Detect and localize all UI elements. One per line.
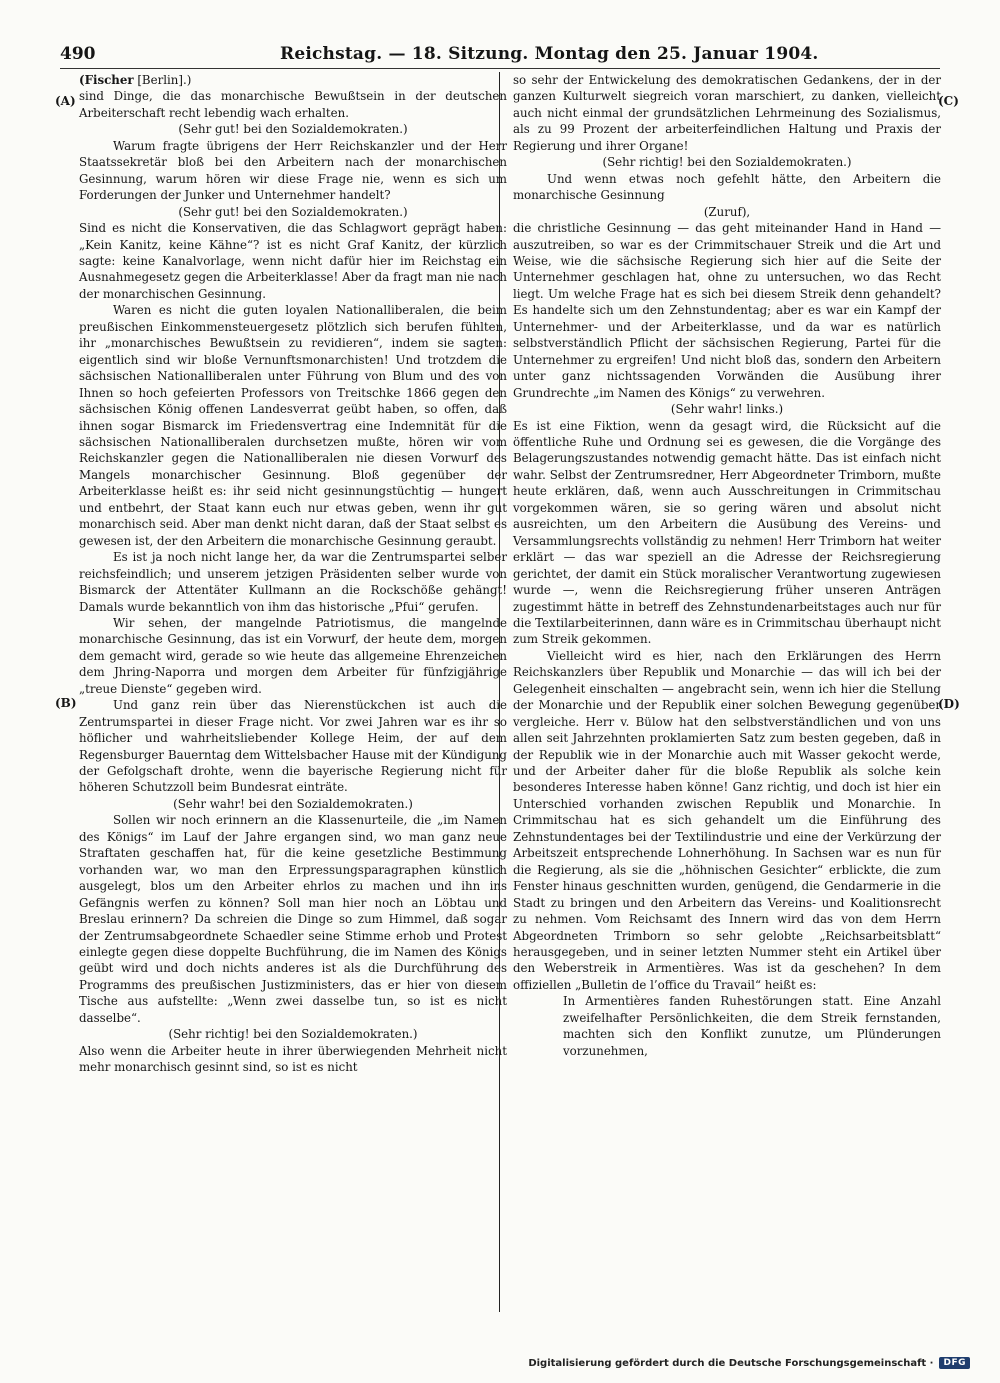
margin-marker-c: (C) — [938, 94, 959, 108]
paragraph: die christliche Gesinnung — das geht miteinander Hand in Hand — auszutreiben, so war es der Crimmitschauer Streik und die Art und Weise, wie die sächsische Regierung sich hier auf die Seite der Unternehmer geschlagen hat, ohne zu untersuchen, wo das Recht liegt. Um welche Frage hat es sich bei diesem Streik denn gehandelt? Es handelte sich um den Zehnstundentag; aber es war ein Kampf der Unternehmer- und der Arbeiterklasse, und da war es natürlich selbstverständlich Pflicht der sächsischen Regierung, Partei für die Unternehmer zu ergreifen! Und nicht bloß das, sondern den Arbeitern unter ganz nichtssagenden Vorwänden die Ausübung ihrer Grundrechte „im Namen des Königs“ zu verwehren. — [513, 221, 941, 400]
interjection: (Sehr richtig! bei den Sozialdemokraten.) — [168, 1027, 418, 1042]
footer-text: Digitalisierung gefördert durch die Deutsche Forschungsgemeinschaft · — [528, 1357, 934, 1369]
paragraph: so sehr der Entwickelung des demokratischen Gedankens, der in der ganzen Kulturwelt siegreich voran marschiert, zu danken, vielleicht auch nicht einmal der grundsätzlichen Lehrmeinung des Sozialismus, als zu 99 Prozent der arbeiterfeindlichen Haltung und Praxis der Regierung und ihrer Organe! — [513, 73, 941, 153]
interjection: (Sehr gut! bei den Sozialdemokraten.) — [178, 122, 408, 137]
margin-marker-d: (D) — [938, 697, 960, 711]
speaker-place: [Berlin].) — [137, 73, 192, 87]
column-divider — [499, 72, 500, 1312]
dfg-logo-icon: DFG — [939, 1357, 970, 1369]
paragraph: Es ist ja noch nicht lange her, da war die Zentrumspartei selber reichsfeindlich; und unserem jetzigen Präsidenten selber wurde von Bismarck der Attentäter Kullmann an die Rockschöße gehängt! Damals wurde bekanntlich von ihm das historische „Pfui“ gerufen. — [79, 550, 507, 614]
interjection: (Sehr gut! bei den Sozialdemokraten.) — [178, 204, 408, 219]
page-header — [60, 44, 940, 68]
header-rule — [60, 68, 940, 69]
paragraph: sind Dinge, die das monarchische Bewußtsein in der deutschen Arbeiterschaft recht lebendig wach erhalten. — [79, 89, 507, 120]
paragraph: Also wenn die Arbeiter heute in ihrer überwiegenden Mehrheit nicht mehr monarchisch gesinnt sind, so ist es nicht — [79, 1043, 507, 1075]
right-column — [513, 72, 941, 1059]
speaker-name: (Fischer — [79, 73, 134, 87]
speaker-line — [79, 72, 507, 88]
block-quote: In Armentières fanden Ruhestörungen statt. Eine Anzahl zweifelhafter Persönlichkeiten, die dem Streik fernstanden, machten sich den Konflikt zunutze, um Plünderungen vorzunehmen, — [563, 994, 941, 1058]
left-column — [79, 72, 507, 1076]
page-title: Reichstag. — 18. Sitzung. Montag den 25. Januar 1904. — [280, 44, 819, 64]
paragraph: Warum fragte übrigens der Herr Reichskanzler und der Herr Staatssekretär bloß bei den Arbeitern nach der monarchischen Gesinnung, warum hören wir diese Frage nie, wenn es sich um Forderungen der Junker und Unternehmer handelt? — [79, 138, 507, 203]
paragraph: Und wenn etwas noch gefehlt hätte, den Arbeitern die monarchische Gesinnung — [513, 171, 941, 203]
footer-credit — [528, 1353, 970, 1373]
paragraph: Sollen wir noch erinnern an die Klassenurteile, die „im Namen des Königs“ im Lauf der Jahre ergangen sind, wo man ganz neue Straftaten geschaffen hat, für die keine gesetzliche Bestimmung vorhanden war, wo man den Erpressungsparagraphen künstlich ausgelegt, blos um den Arbeiter ehrlos zu machen und ihn ins Gefängnis werfen zu können? Soll man hier noch an Löbtau und Breslau erinnern? Da schreien die Dinge so zum Himmel, daß sogar der Zentrumsabgeordnete Schaedler seine Stimme erhob und Protest einlegte gegen diese doppelte Buchführung, die im Namen des Königs geübt wird und doch nichts anderes ist als die Durchführung des Programms des preußischen Justizministers, das er hier von diesem Tische aus aufstellte: „Wenn zwei dasselbe tun, so ist es nicht dasselbe“. — [79, 813, 507, 1025]
paragraph: Wir sehen, der mangelnde Patriotismus, die mangelnde monarchische Gesinnung, das ist ein Vorwurf, der heute dem, morgen dem gemacht wird, gerade so wie heute das allgemeine Ehrenzeichen dem Jhring-Naporra und morgen dem Arbeiter für fünfzigjährige „treue Dienste“ gegeben wird. — [79, 615, 507, 696]
interjection: (Sehr wahr! links.) — [670, 402, 784, 417]
paragraph: Es ist eine Fiktion, wenn da gesagt wird, die Rücksicht auf die öffentliche Ruhe und Ordnung sei es gewesen, die die Vorgänge des Belagerungszustandes notwendig gemacht hätte. Das ist einfach nicht wahr. Selbst der Zentrumsredner, Herr Abgeordneter Trimborn, mußte heute erklären, daß, wenn auch Ausschreitungen in Crimmitschau vorgekommen wären, sie so gering wären und absolut nicht ausreichten, um den Arbeitern die Ausübung des Vereins- und Versammlungsrechts vollständig zu nehmen! Herr Trimborn hat weiter erklärt — das war speziell an die Adresse der Reichsregierung gerichtet, der damit ein Stück moralischer Verantwortung zugewiesen wurde —, wenn die Reichsregierung früher unseren Anträgen zugestimmt hätte in betreff des Zehnstundenarbeitstages auch nur für die Textilarbeiterinnen, dann wäre es in Crimmitschau überhaupt nicht zum Streik gekommen. — [513, 418, 941, 647]
interjection: (Sehr richtig! bei den Sozialdemokraten.) — [602, 155, 852, 170]
paragraph: Sind es nicht die Konservativen, die das Schlagwort geprägt haben: „Kein Kanitz, keine Kähne“? ist es nicht Graf Kanitz, der kürzlich sagte: keine Kanalvorlage, wenn nicht dafür hier im Reichstag ein Ausnahmegesetz gegen die Arbeiterklasse! Aber da fragt man nie nach der monarchischen Gesinnung. — [79, 221, 507, 301]
paragraph: Waren es nicht die guten loyalen Nationalliberalen, die beim preußischen Einkommensteuergesetz plötzlich sich berufen fühlten, ihr „monarchisches Bewußtsein zu revidieren“, indem sie sagten: eigentlich sind wir bloße Vernunftsmonarchisten! Und trotzdem die sächsischen Nationalliberalen unter Führung von Blum und des von Ihnen so hoch gefeierten Professors von Treitschke 1866 gegen den sächsischen König offenen Landesverrat geübt haben, so offen, daß ihnen sogar Bismarck im Friedensvertrag eine Indemnität für die sächsischen Nationalliberalen durchsetzen mußte, hören wir vom Reichskanzler gegen die Nationalliberalen nie diesen Vorwurf des Mangels monarchischer Gesinnung. Bloß gegenüber der Arbeiterklasse heißt es: ihr seid nicht gesinnungstüchtig — hungert und entbehrt, der Staat kann euch nur etwas geben, wenn ihr gut monarchisch seid. Aber man denkt nicht daran, daß der Staat selbst es gewesen ist, der den Arbeitern die monarchische Gesinnung geraubt. — [79, 303, 507, 548]
margin-marker-b: (B) — [55, 696, 77, 710]
paragraph: Und ganz rein über das Nierenstückchen ist auch die Zentrumspartei in dieser Frage nicht. Vor zwei Jahren war es ihr so höflicher und wahrheitsliebender Kollege Heim, der auf dem Regensburger Bauerntag dem Wittelsbacher Hause mit der Kündigung der Gefolgschaft drohte, wenn die bayerische Regierung nicht für höheren Schutzzoll beim Bundesrat einträte. — [79, 698, 507, 795]
interjection: (Sehr wahr! bei den Sozialdemokraten.) — [173, 796, 413, 811]
paragraph: Vielleicht wird es hier, nach den Erklärungen des Herrn Reichskanzlers über Republik und Monarchie — das will ich bei der Gelegenheit einschalten — angebracht sein, wenn ich hier die Stellung der Monarchie und der Republik einer solchen Bewegung gegenüber vergleiche. Herr v. Bülow hat den selbstverständlichen und von uns allen seit Jahrzehnten proklamierten Satz zum besten gegeben, daß in der Republik wie in der Monarchie auch mit Wasser gekocht werde, und der Arbeiter daher für die bloße Republik als solche kein besonderes Interesse haben könne! Ganz richtig, und doch ist hier ein Unterschied vorhanden zwischen Republik und Monarchie. In Crimmitschau hat es sich gehandelt um die Einführung des Zehnstundentages bei der Textilindustrie und eine der Verkürzung der Arbeitszeit entsprechende Lohnerhöhung. In Sachsen war es nun für die Regierung, als sie die „höhnischen Gesichter“ erblickte, die zum Fenster hinaus geschnitten wurden, genügend, die Gendarmerie in die Stadt zu bringen und den Arbeitern das Vereins- und Koalitionsrecht zu nehmen. Vom Reichsamt des Innern wird das von dem Herrn Abgeordneten Trimborn so sehr gelobte „Reichsarbeitsblatt“ herausgegeben, und in seiner letzten Nummer steht ein Artikel über den Weberstreik in Armentières. Was ist da geschehen? In dem offiziellen „Bulletin de l’office du Travail“ heißt es: — [513, 648, 941, 992]
interjection: (Zuruf), — [703, 204, 751, 219]
page-number: 490 — [60, 44, 96, 64]
margin-marker-a: (A) — [55, 94, 76, 108]
